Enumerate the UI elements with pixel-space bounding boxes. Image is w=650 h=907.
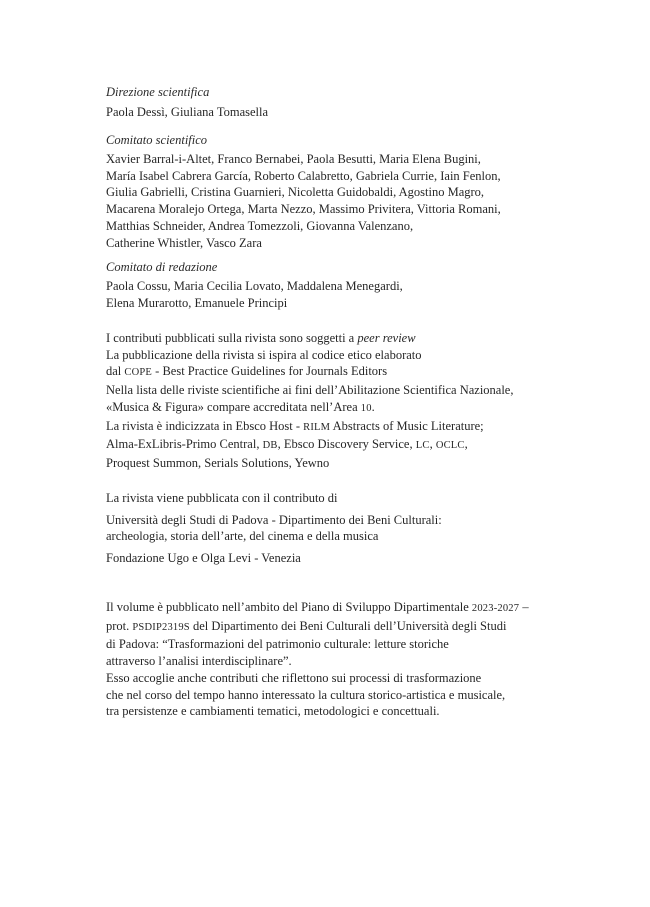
direzione-section (106, 84, 268, 121)
abilitazione-line: Nella lista delle riviste scientifiche ai fini dell’Abilitazione Scientifica Nazionale, (106, 383, 514, 398)
area-line (106, 399, 513, 418)
direzione-names: Paola Dessì, Giuliana Tomasella (106, 105, 269, 119)
comitato-scientifico-line: María Isabel Cabrera García, Roberto Calabretto, Gabriela Currie, Iain Fenlon, (106, 168, 501, 183)
comitato-redazione-section (106, 259, 403, 311)
ebsco-prefix: La rivista è indicizzata in Ebsco Host - (106, 418, 304, 433)
protocol-code: PSDIP2319S (132, 621, 190, 633)
db-acronym: DB (262, 440, 278, 452)
ebsco-suffix: Abstracts of Music Literature; (330, 418, 484, 433)
volume-line (106, 599, 529, 618)
volume-line: di Padova: “Trasformazioni del patrimonio culturale: letture storiche (106, 637, 449, 652)
volume-section (106, 599, 529, 720)
comitato-scientifico-section (106, 132, 501, 251)
contributo-section (106, 490, 442, 567)
volume-years: 2023-2027 (471, 603, 520, 614)
comitato-redazione-label: Comitato di redazione (106, 260, 218, 274)
area-suffix: . (371, 399, 375, 414)
indexing-info-section (106, 330, 513, 472)
alma-prefix: Alma-ExLibris-Primo Central, (106, 437, 263, 452)
peer-review-term: peer review (357, 331, 416, 345)
universita-line: Università degli Studi di Padova - Dipartimento dei Beni Culturali: (106, 512, 442, 527)
proquest-line: Proquest Summon, Serials Solutions, Yewno (106, 455, 330, 470)
ebsco-line (106, 418, 513, 437)
fondazione-line: Fondazione Ugo e Olga Levi - Venezia (106, 551, 301, 566)
area-prefix: «Musica & Figura» compare accreditata nell’Area (106, 399, 361, 414)
cope-acronym: COPE (124, 367, 153, 379)
comitato-scientifico-line: Matthias Schneider, Andrea Tomezzoli, Giovanna Valenzano, (106, 218, 414, 233)
comitato-scientifico-line: Xavier Barral-i-Altet, Franco Bernabei, Paola Besutti, Maria Elena Bugini, (106, 152, 481, 166)
direzione-label: Direzione scientifica (106, 85, 210, 99)
volume-line: attraverso l’analisi interdisciplinare”. (106, 654, 292, 669)
comitato-scientifico-line: Macarena Moralejo Ortega, Marta Nezzo, Massimo Privitera, Vittoria Romani, (106, 202, 501, 217)
alma-line (106, 436, 513, 455)
peer-review-prefix: I contributi pubblicati sulla rivista sono soggetti a (106, 331, 358, 345)
area-number: 10 (360, 402, 372, 414)
cope-prefix: dal (106, 364, 125, 379)
cope-line (106, 363, 513, 382)
volume-line: che nel corso del tempo hanno interessato la cultura storico-artistica e musicale, (106, 687, 506, 702)
cope-suffix: - Best Practice Guidelines for Journals Editors (152, 364, 388, 379)
volume-line2-suffix: del Dipartimento dei Beni Culturali dell’Università degli Studi (189, 618, 507, 633)
comitato-scientifico-line: Giulia Gabrielli, Cristina Guarnieri, Nicoletta Guidobaldi, Agostino Magro, (106, 185, 485, 200)
volume-line (106, 618, 529, 637)
volume-line: Esso accoglie anche contributi che riflettono sui processi di trasformazione (106, 670, 482, 685)
contributo-intro: La rivista viene pubblicata con il contributo di (106, 491, 338, 505)
volume-line2-prefix: prot. (106, 618, 133, 633)
rilm-acronym: RILM (303, 421, 331, 433)
lc-acronym: LC (415, 440, 430, 452)
volume-line1-prefix: Il volume è pubblicato nell’ambito del Piano di Sviluppo Dipartimentale (106, 600, 472, 614)
peer-review-line (106, 330, 513, 347)
alma-sep: , (429, 437, 436, 452)
alma-mid: , Ebsco Discovery Service, (277, 437, 416, 452)
comitato-redazione-line: Elena Murarotto, Emanuele Principi (106, 295, 288, 310)
alma-end: , (464, 437, 468, 452)
comitato-redazione-line: Paola Cossu, Maria Cecilia Lovato, Maddalena Menegardi, (106, 279, 403, 293)
comitato-scientifico-line: Catherine Whistler, Vasco Zara (106, 235, 262, 250)
dipartimento-line: archeologia, storia dell’arte, del cinema e della musica (106, 529, 379, 544)
comitato-scientifico-label: Comitato scientifico (106, 133, 208, 147)
oclc-acronym: OCLC (435, 440, 465, 452)
volume-line: tra persistenze e cambiamenti tematici, metodologici e concettuali. (106, 704, 440, 719)
volume-line1-suffix: – (519, 600, 529, 614)
ethics-code-line: La pubblicazione della rivista si ispira al codice etico elaborato (106, 347, 422, 362)
